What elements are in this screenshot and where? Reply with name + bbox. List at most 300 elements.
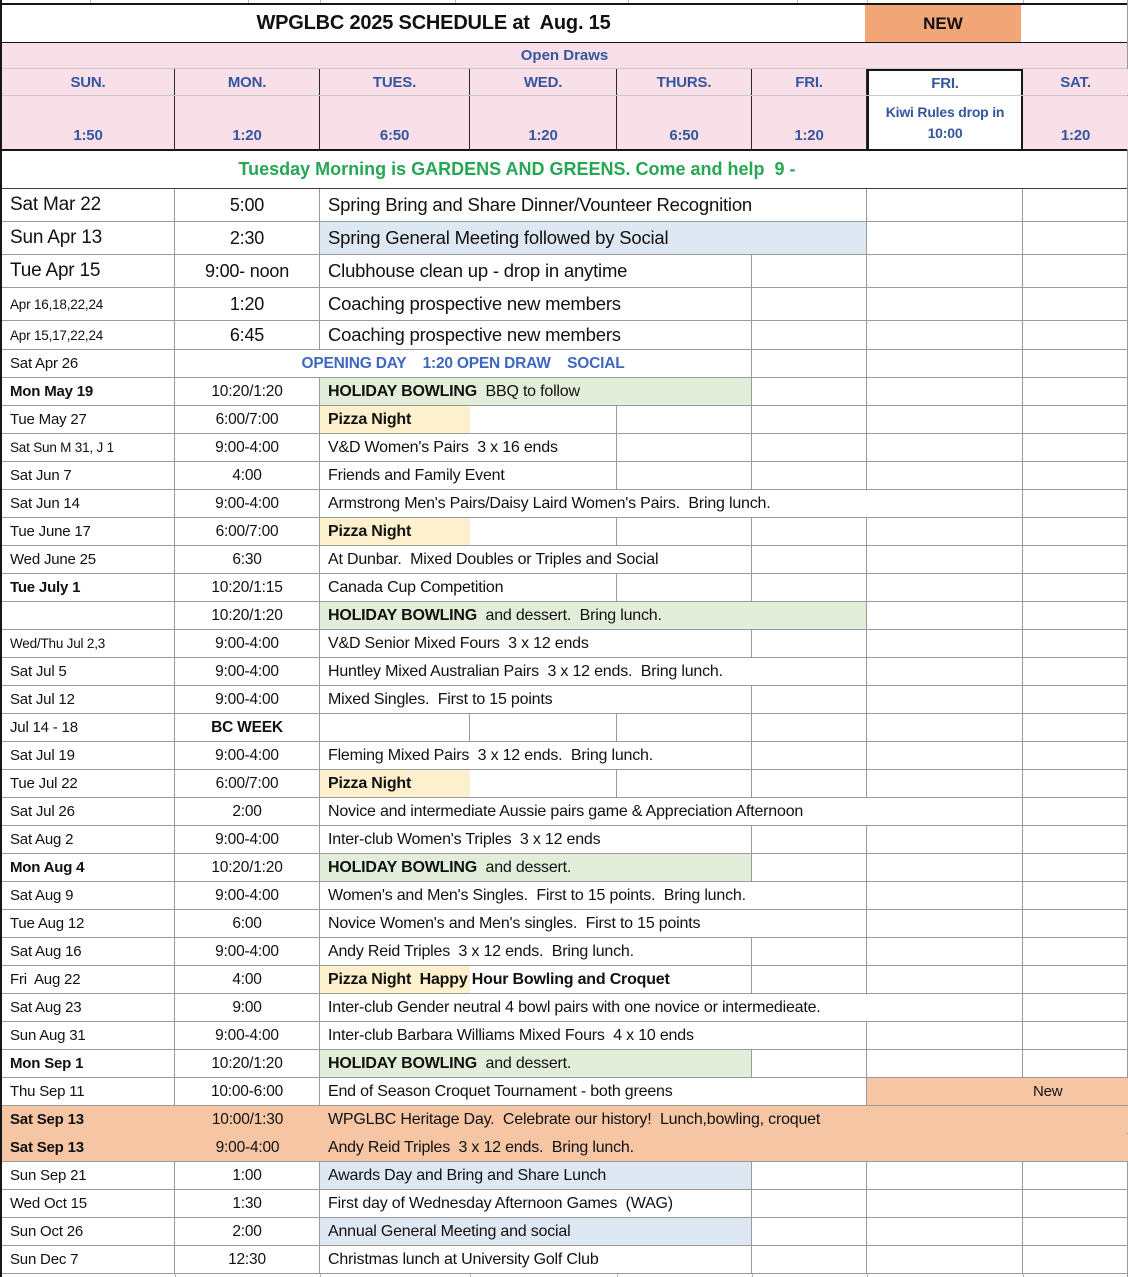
desc-cell [320,462,617,489]
grid-filler-cell [470,770,617,797]
grid-filler-cell [867,378,1023,405]
day-header-cell: SAT. [1023,69,1128,95]
date-cell: Sat Aug 23 [2,994,175,1021]
date-cell: Sat Jul 5 [2,658,175,685]
date-cell: Sat Aug 9 [2,882,175,909]
desc-cell [320,686,752,713]
top-gridline-ticks [2,0,1127,3]
time-cell: 9:00-4:00 [175,742,320,769]
grid-filler-cell [867,546,1023,573]
time-cell: 9:00-4:00 [175,490,320,517]
grid-filler-cell [1023,994,1128,1021]
date-cell: Sat Sun M 31, J 1 [2,434,175,461]
schedule-row [2,826,1127,854]
grid-filler-cell [752,546,867,573]
date-cell: Sun Sep 21 [2,1162,175,1189]
schedule-row [2,321,1127,350]
schedule-row [2,1050,1127,1078]
schedule-row [2,658,1127,686]
date-cell: Sat Aug 16 [2,938,175,965]
desc-cell [320,378,752,405]
grid-filler-cell [1023,1218,1128,1245]
grid-filler-cell [867,1190,1023,1217]
new-label-cell: New [1023,1078,1128,1105]
date-cell: Mon Aug 4 [2,854,175,881]
grid-filler-cell [867,966,1023,993]
schedule-row [2,189,1127,222]
date-cell: Tue June 17 [2,518,175,545]
grid-filler-cell [1023,714,1128,741]
desc-cell [320,490,1023,517]
grid-filler-cell [867,255,1023,287]
date-cell: Sat Mar 22 [2,189,175,221]
time-cell: 10:20/1:20 [175,378,320,405]
desc-text-bold: HOLIDAY BOWLING [328,606,478,624]
grid-filler-cell [867,742,1023,769]
desc-cell [320,288,752,320]
grid-filler-cell [1023,854,1128,881]
desc-text: Spring Bring and Share Dinner/Vounteer Recognition [328,194,753,215]
desc-cell [320,602,867,629]
desc-text: Mixed Singles. First to 15 points [328,690,553,708]
schedule-row [2,574,1127,602]
desc-cell [320,994,1023,1021]
grid-filler-cell [1023,938,1128,965]
grid-filler-cell [752,462,867,489]
desc-text-bold: HOLIDAY BOWLING [328,382,478,400]
desc-text: BBQ to follow [477,382,580,400]
day-header-cell: MON. [175,69,320,95]
date-cell: Sun Apr 13 [2,222,175,254]
grid-filler-cell [867,350,1023,377]
schedule-row [2,378,1127,406]
desc-text-bold: Pizza Night [328,774,412,792]
grid-filler-cell [617,574,752,601]
grid-filler-cell [867,770,1023,797]
open-draws-banner: Open Draws [2,43,1127,69]
desc-cell [320,966,752,993]
grid-filler-cell [752,255,867,287]
desc-text: Annual General Meeting and social [328,1222,571,1240]
grid-filler-cell [1023,658,1128,685]
grid-filler-cell [752,321,867,349]
desc-cell [320,1050,752,1077]
time-cell: 1:00 [175,1162,320,1189]
time-cell: 10:20/1:20 [175,854,320,881]
grid-filler-cell [1023,406,1128,433]
date-cell: Mon May 19 [2,378,175,405]
desc-text: First day of Wednesday Afternoon Games (WAG) [328,1194,673,1212]
desc-text: Clubhouse clean up - drop in anytime [328,260,628,281]
time-cell: 9:00-4:00 [175,686,320,713]
time-cell: 9:00-4:00 [175,1022,320,1049]
grid-filler-cell [1023,826,1128,853]
grid-filler-cell [867,826,1023,853]
grid-filler-cell [867,518,1023,545]
desc-text: Inter-club Gender neutral 4 bowl pairs with one novice or intermedieate. [328,998,821,1016]
grid-filler-cell [867,1050,1023,1077]
date-cell: Wed June 25 [2,546,175,573]
date-cell: Thu Sep 11 [2,1078,175,1105]
time-header-cell: 1:20 [470,96,617,149]
grid-filler-cell [617,770,752,797]
desc-text: Friends and Family Event [328,466,505,484]
day-header-cell: WED. [470,69,617,95]
grid-filler-cell [752,938,867,965]
time-header-cell: 6:50 [320,96,470,149]
time-cell: 9:00 [175,994,320,1021]
desc-cell [320,826,752,853]
grid-filler-cell [752,630,867,657]
grid-filler-cell [1023,574,1128,601]
schedule-row [2,966,1127,994]
desc-text: Armstrong Men's Pairs/Daisy Laird Women's Pairs. Bring lunch. [328,494,771,512]
time-cell: 6:00/7:00 [175,770,320,797]
date-cell: Sat Apr 26 [2,350,175,377]
date-cell: Apr 15,17,22,24 [2,321,175,349]
desc-cell [320,189,867,221]
time-cell: 10:20/1:20 [175,1050,320,1077]
desc-cell [320,255,752,287]
desc-text: Coaching prospective new members [328,293,621,314]
date-cell: Mon Sep 1 [2,1050,175,1077]
date-cell: Sat Aug 2 [2,826,175,853]
grid-filler-cell [752,1190,867,1217]
schedule-row [2,222,1127,255]
desc-cell [320,518,470,545]
grid-filler-cell [1023,882,1128,909]
grid-filler-cell [752,966,867,993]
desc-cell [320,546,752,573]
desc-text: Novice and intermediate Aussie pairs game & Appreciation Afternoon [328,802,804,820]
grid-filler-cell [1023,518,1128,545]
desc-cell [320,938,752,965]
schedule-row [2,546,1127,574]
grid-filler-cell [867,910,1023,937]
grid-filler-cell [752,686,867,713]
date-cell: Sat Sep 13 [10,1139,84,1156]
schedule-row [2,462,1127,490]
date-cell: Wed Oct 15 [2,1190,175,1217]
grid-filler-cell [867,321,1023,349]
desc-text: Canada Cup Competition [328,578,504,596]
date-cell: Apr 16,18,22,24 [2,288,175,320]
desc-cell [320,854,752,881]
time-cell: 5:00 [175,189,320,221]
grid-filler-cell [617,434,752,461]
time-cell: 9:00-4:00 [175,658,320,685]
schedule-row [2,1218,1127,1246]
desc-cell [320,1106,1128,1133]
desc-cell [320,658,867,685]
day-header-cell: THURS. [617,69,752,95]
desc-text: End of Season Croquet Tournament - both greens [328,1082,673,1100]
grid-filler-cell [1023,1162,1128,1189]
grid-filler-cell [1023,966,1128,993]
desc-text: Awards Day and Bring and Share Lunch [328,1166,607,1184]
grid-filler-cell [752,714,867,741]
time-cell: 10:20/1:15 [175,574,320,601]
grid-filler-cell [752,854,867,881]
grid-filler-cell [752,826,867,853]
date-cell: Sun Oct 26 [2,1218,175,1245]
grid-filler-cell [1023,490,1128,517]
title-row [2,3,1127,43]
desc-cell [320,434,617,461]
date-cell: Sat Sep 13 [10,1111,84,1128]
grid-filler-cell [867,462,1023,489]
time-cell: 6:00/7:00 [175,518,320,545]
grid-filler-cell [470,406,617,433]
desc-cell [320,1022,867,1049]
grid-filler-cell [1023,1022,1128,1049]
desc-cell [320,882,867,909]
grid-filler-cell [867,1078,1023,1105]
day-header-cell: SUN. [2,69,175,95]
grid-filler-cell [867,1218,1023,1245]
date-cell: Tue Aug 12 [2,910,175,937]
schedule-row [2,714,1127,742]
desc-text: Christmas lunch at University Golf Club [328,1250,599,1268]
grid-filler-cell [752,742,867,769]
date-cell: Sun Dec 7 [2,1246,175,1273]
time-cell: 6:30 [175,546,320,573]
grid-filler-cell [617,406,752,433]
desc-cell [320,1134,1128,1161]
grid-filler-cell [617,462,752,489]
schedule-row [2,350,1127,378]
grid-filler-cell [1023,546,1128,573]
date-cell: Jul 14 - 18 [2,714,175,741]
grid-filler-cell [867,1246,1023,1273]
date-cell: Tue July 1 [2,574,175,601]
desc-text-bold: Pizza Night [328,410,412,428]
title-spacer [1021,5,1127,42]
schedule-row [2,742,1127,770]
time-cell: 2:00 [175,798,320,825]
grid-filler-cell [470,714,617,741]
desc-text: Andy Reid Triples 3 x 12 ends. Bring lunch. [328,1138,634,1156]
grid-filler-cell [617,714,752,741]
new-badge: NEW [865,5,1021,42]
time-header-cell: 1:20 [175,96,320,149]
desc-cell [320,1078,867,1105]
grid-filler-cell [1023,630,1128,657]
time-cell: 9:00-4:00 [215,1138,280,1156]
date-cell: Sat Jul 19 [2,742,175,769]
time-cell: 1:20 [175,288,320,320]
gardens-greens-banner: Tuesday Morning is GARDENS AND GREENS. Come and help 9 - [2,151,1127,189]
date-cell: Tue May 27 [2,406,175,433]
grid-filler-cell [1023,378,1128,405]
desc-text: V&D Women's Pairs 3 x 16 ends [328,438,558,456]
desc-text-bold: HOLIDAY BOWLING [328,858,478,876]
date-cell: Sat Jun 7 [2,462,175,489]
desc-text-bold: HOLIDAY BOWLING [328,1054,478,1072]
day-header-cell: FRI. [867,69,1023,95]
grid-filler-cell [1023,770,1128,797]
grid-filler-cell [867,686,1023,713]
schedule-row [2,1106,1127,1134]
grid-filler-cell [752,406,867,433]
schedule-row [2,602,1127,630]
time-cell: 10:00/1:30 [211,1110,284,1128]
time-cell: 4:00 [175,462,320,489]
desc-text: At Dunbar. Mixed Doubles or Triples and Social [328,550,659,568]
schedule-row [2,1134,1127,1162]
grid-filler-cell [752,518,867,545]
grid-filler-cell [752,288,867,320]
desc-text: and dessert. Bring lunch. [477,606,662,624]
grid-filler-cell [752,378,867,405]
time-cell: 2:00 [175,1218,320,1245]
schedule-row [2,770,1127,798]
grid-filler-cell [752,574,867,601]
schedule-row [2,518,1127,546]
grid-filler-cell [1023,1050,1128,1077]
schedule-row [2,686,1127,714]
date-cell: Tue Jul 22 [2,770,175,797]
desc-text-bold: Pizza Night [328,522,412,540]
grid-filler-cell [867,630,1023,657]
schedule-row [2,1190,1127,1218]
grid-filler-cell [867,288,1023,320]
desc-text-bold: Pizza Night Happy Hour Bowling and Croquet [328,970,670,988]
desc-cell [320,1190,752,1217]
time-cell: 10:00-6:00 [175,1078,320,1105]
desc-text: and dessert. [477,858,572,876]
desc-cell [320,406,470,433]
desc-cell [320,630,752,657]
desc-cell [320,1162,752,1189]
grid-filler-cell [1023,189,1128,221]
grid-filler-cell [867,882,1023,909]
day-header-cell: FRI. [752,69,867,95]
desc-cell [320,574,617,601]
desc-text: Spring General Meeting followed by Social [328,227,669,248]
grid-filler-cell [1023,910,1128,937]
time-cell: 6:00 [175,910,320,937]
time-cell: 9:00- noon [175,255,320,287]
time-cell: 9:00-4:00 [175,938,320,965]
grid-filler-cell [867,1162,1023,1189]
grid-filler-cell [1023,602,1128,629]
date-cell: Fri Aug 22 [2,966,175,993]
grid-filler-cell [867,658,1023,685]
schedule-row [2,1162,1127,1190]
time-cell: 6:45 [175,321,320,349]
grid-filler-cell [752,350,867,377]
time-cell: 9:00-4:00 [175,434,320,461]
desc-cell [320,742,752,769]
date-cell: Tue Apr 15 [2,255,175,287]
time-header-cell: 6:50 [617,96,752,149]
grid-filler-cell [1023,434,1128,461]
grid-filler-cell [867,714,1023,741]
grid-filler-cell [867,602,1023,629]
grid-filler-cell [752,1246,867,1273]
time-header-row [2,96,1127,151]
schedule-row [2,910,1127,938]
grid-filler-cell [1023,462,1128,489]
grid-filler-cell [1023,288,1128,320]
schedule-row [2,630,1127,658]
schedule-row [2,1022,1127,1050]
schedule-row [2,882,1127,910]
time-cell: 9:00-4:00 [175,826,320,853]
time-cell: 6:00/7:00 [175,406,320,433]
desc-text: Coaching prospective new members [328,324,621,345]
date-cell: Wed/Thu Jul 2,3 [2,630,175,657]
grid-filler-cell [1023,798,1128,825]
time-header-cell: 1:20 [1023,96,1128,149]
schedule-row [2,938,1127,966]
schedule-row [2,490,1127,518]
schedule-row [2,798,1127,826]
desc-text: Inter-club Women's Triples 3 x 12 ends [328,830,601,848]
desc-cell [320,798,1023,825]
kiwi-note-cell: Kiwi Rules drop in 10:00 [867,96,1023,149]
desc-text: Huntley Mixed Australian Pairs 3 x 12 ends. Bring lunch. [328,662,723,680]
schedule-row [2,854,1127,882]
time-cell: 9:00-4:00 [175,630,320,657]
schedule-row [2,406,1127,434]
desc-text: Fleming Mixed Pairs 3 x 12 ends. Bring lunch. [328,746,653,764]
date-cell: Sat Jul 26 [2,798,175,825]
grid-filler-cell [752,434,867,461]
grid-filler-cell [470,518,617,545]
desc-text: Inter-club Barbara Williams Mixed Fours 4 x 10 ends [328,1026,694,1044]
desc-cell [320,910,867,937]
grid-filler-cell [1023,222,1128,254]
schedule-row [2,1078,1127,1106]
grid-filler-cell [752,1162,867,1189]
opening-day-text: OPENING DAY 1:20 OPEN DRAW SOCIAL [175,350,752,377]
schedule-row [2,255,1127,288]
desc-text: Women's and Men's Singles. First to 15 points. Bring lunch. [328,886,746,904]
desc-text: Andy Reid Triples 3 x 12 ends. Bring lunch. [328,942,634,960]
grid-filler-cell [867,1022,1023,1049]
time-cell: 1:30 [175,1190,320,1217]
desc-cell [320,1246,752,1273]
desc-cell [320,321,752,349]
grid-filler-cell [867,854,1023,881]
grid-filler-cell [617,518,752,545]
grid-filler-cell [867,406,1023,433]
time-cell: 9:00-4:00 [175,882,320,909]
grid-filler-cell [1023,1190,1128,1217]
grid-filler-cell [1023,321,1128,349]
grid-filler-cell [867,434,1023,461]
schedule-row [2,434,1127,462]
schedule-row [2,994,1127,1022]
grid-filler-cell [867,222,1023,254]
day-header-cell: TUES. [320,69,470,95]
time-cell: 4:00 [175,966,320,993]
time-header-cell: 1:20 [752,96,867,149]
time-header-cell: 1:50 [2,96,175,149]
grid-filler-cell [752,1050,867,1077]
time-cell: BC WEEK [175,714,320,741]
desc-cell [320,1218,752,1245]
desc-cell [320,222,867,254]
schedule-rows [2,189,1127,1274]
page-title: WPGLBC 2025 SCHEDULE at Aug. 15 [256,12,611,34]
grid-filler-cell [1023,255,1128,287]
schedule-row [2,1246,1127,1274]
grid-filler-cell [752,770,867,797]
time-cell: 12:30 [175,1246,320,1273]
